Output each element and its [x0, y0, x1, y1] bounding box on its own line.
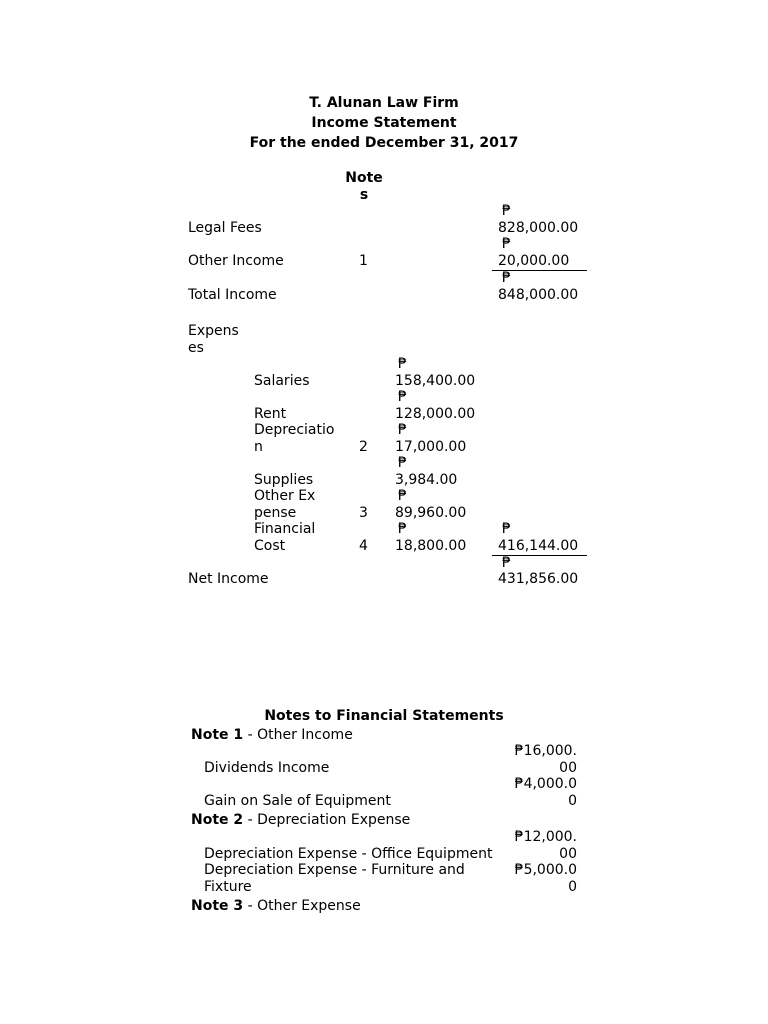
rent-label: Rent — [254, 406, 287, 422]
legal-fees-label: Legal Fees — [188, 220, 262, 236]
note-3-label: Note 3 — [191, 898, 244, 914]
dividends-income-label: Dividends Income — [204, 760, 330, 776]
supplies-amount: 3,984.00 — [395, 472, 458, 488]
notes-section-title: Notes to Financial Statements — [264, 708, 504, 724]
other-expense-label: Other Expense — [254, 488, 316, 521]
note-1-label: Note 1 — [191, 727, 244, 743]
peso-sign: ₱ — [398, 422, 407, 438]
peso-sign: ₱ — [502, 236, 511, 252]
peso-sign: ₱ — [502, 203, 511, 219]
statement-period: For the ended December 31, 2017 — [249, 135, 519, 151]
financial-cost-amount: 18,800.00 — [395, 538, 467, 554]
financial-cost-label: Financial Cost — [254, 521, 316, 554]
total-income-amount: 848,000.00 — [498, 287, 579, 303]
peso-sign: ₱ — [502, 270, 511, 286]
net-income-amount: 431,856.00 — [498, 571, 579, 587]
other-income-amount: 20,000.00 — [498, 253, 570, 269]
other-income-note: 1 — [359, 253, 368, 269]
depreciation-office-amount: ₱12,000.00 — [514, 829, 577, 862]
peso-sign: ₱ — [502, 521, 511, 537]
total-expenses-amount: 416,144.00 — [498, 538, 579, 554]
depreciation-amount: 17,000.00 — [395, 439, 467, 455]
company-name: T. Alunan Law Firm — [309, 95, 459, 111]
note-2-heading — [191, 812, 410, 829]
expenses-label: Expenses — [188, 323, 239, 356]
depreciation-furniture-label: Depreciation Expense - Furniture and Fixture — [204, 862, 465, 895]
note-1-title: - Other Income — [243, 727, 353, 743]
peso-sign: ₱ — [398, 455, 407, 471]
legal-fees-amount: 828,000.00 — [498, 220, 579, 236]
gain-on-sale-amount: ₱4,000.00 — [514, 776, 577, 809]
peso-sign: ₱ — [502, 555, 511, 571]
note-2-title: - Depreciation Expense — [243, 812, 411, 828]
total-income-label: Total Income — [188, 287, 277, 303]
gain-on-sale-label: Gain on Sale of Equipment — [204, 793, 391, 809]
depreciation-office-label: Depreciation Expense - Office Equipment — [204, 846, 493, 862]
dividends-income-amount: ₱16,000.00 — [514, 743, 577, 776]
financial-cost-note: 4 — [359, 538, 368, 554]
depreciation-furniture-amount: ₱5,000.00 — [514, 862, 577, 895]
other-expense-amount: 89,960.00 — [395, 505, 467, 521]
note-3-heading — [191, 898, 361, 915]
supplies-label: Supplies — [254, 472, 314, 488]
salaries-amount: 158,400.00 — [395, 373, 476, 389]
peso-sign: ₱ — [398, 521, 407, 537]
note-1-heading — [191, 727, 353, 744]
net-income-label: Net Income — [188, 571, 269, 587]
note-2-label: Note 2 — [191, 812, 244, 828]
statement-title: Income Statement — [311, 115, 457, 131]
peso-sign: ₱ — [398, 488, 407, 504]
depreciation-label: Depreciation — [254, 422, 335, 455]
salaries-label: Salaries — [254, 373, 310, 389]
peso-sign: ₱ — [398, 389, 407, 405]
note-3-title: - Other Expense — [243, 898, 361, 914]
depreciation-note: 2 — [359, 439, 368, 455]
rent-amount: 128,000.00 — [395, 406, 476, 422]
notes-column-header: Notes — [345, 170, 383, 203]
peso-sign: ₱ — [398, 356, 407, 372]
other-income-label: Other Income — [188, 253, 284, 269]
other-expense-note: 3 — [359, 505, 368, 521]
